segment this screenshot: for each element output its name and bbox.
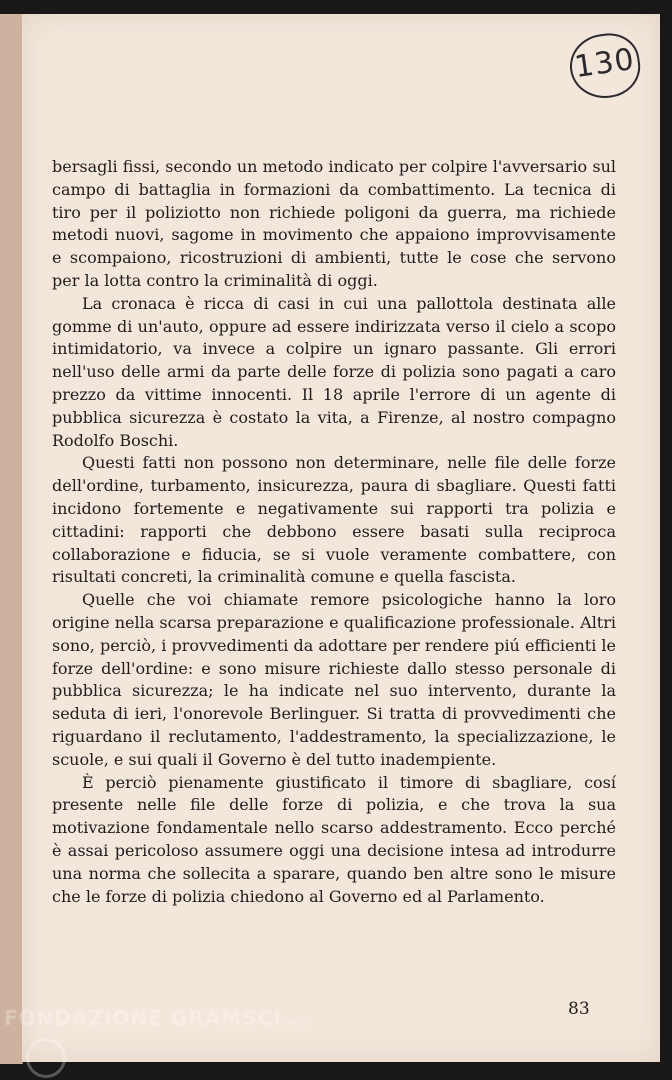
page-number: 83 [568,999,590,1019]
paragraph: La cronaca è ricca di casi in cui una pallottola destinata alle gomme di un'auto, oppure ad essere indirizzata verso il cielo a scopo intimidatorio, va invece a colpire un ignaro passante. Gli errori nell'uso delle armi da parte delle forze di polizia sono pagati a caro prezzo da vittime innocenti. Il 18 aprile l'errore di un agente di pubblica sicurezza è costato la vita, a Firenze, al nostro compagno Rodolfo Boschi. [52,293,616,450]
body-text [52,156,616,908]
paragraph: È perciò pienamente giustificato il timore di sbagliare, cosí presente nelle file delle forze di polizia, e che trova la sua motivazione fondamentale nello scarso addestramento. Ecco perché è assai pericoloso assumere oggi una decisione intesa ad introdurre una norma che sollecita a sparare, quando ben altre sono le misure che le forze di polizia chiedono al Governo ed al Parlamento. [52,772,616,906]
paragraph: bersagli fissi, secondo un metodo indicato per colpire l'avversario sul campo di battaglia in formazioni da combattimento. La tecnica di tiro per il poliziotto non richiede poligoni da guerra, ma richiede metodi nuovi, sagome in movimento che appaiono improvvisamente e scompaiono, ricostruzioni di ambienti, tutte le cose che servono per la lotta contro la criminalità di oggi. [52,157,616,290]
watermark-sub: onlus [283,1018,308,1028]
paragraph: Questi fatti non possono non determinare, nelle file delle forze dell'ordine, turbamento, insicurezza, paura di sbagliare. Questi fatti incidono fortemente e negativamente sui rapporti tra polizia e cittadini: rapporti che debbono essere basati sulla reciproca collaborazione e fiducia, se si vuole veramente combattere, con risultati concreti, la criminalità comune e quella fascista. [52,453,616,587]
paragraph: Quelle che voi chiamate remore psicologiche hanno la loro origine nella scarsa preparazione e qualificazione professionale. Altri sono, perciò, i provvedimenti da adottare per rendere piú efficienti le forze dell'ordine: e sono misure richieste dallo stesso personale di pubblica sicurezza; le ha indicate nel suo intervento, durante la seduta di ieri, l'onorevole Berlinguer. Si tratta di provvedimenti che riguardano il reclutamento, l'addestramento, la specializzazione, le scuole, e sui quali il Governo è del tutto inadempiente. [52,590,616,769]
facing-page-edge [0,14,23,1064]
handwritten-archive-number: 130 [566,29,644,102]
book-page [22,14,660,1062]
watermark [4,1006,308,1030]
watermark-logo-icon [26,1038,66,1078]
watermark-text: FONDAZIONE GRAMSCI [4,1006,282,1030]
